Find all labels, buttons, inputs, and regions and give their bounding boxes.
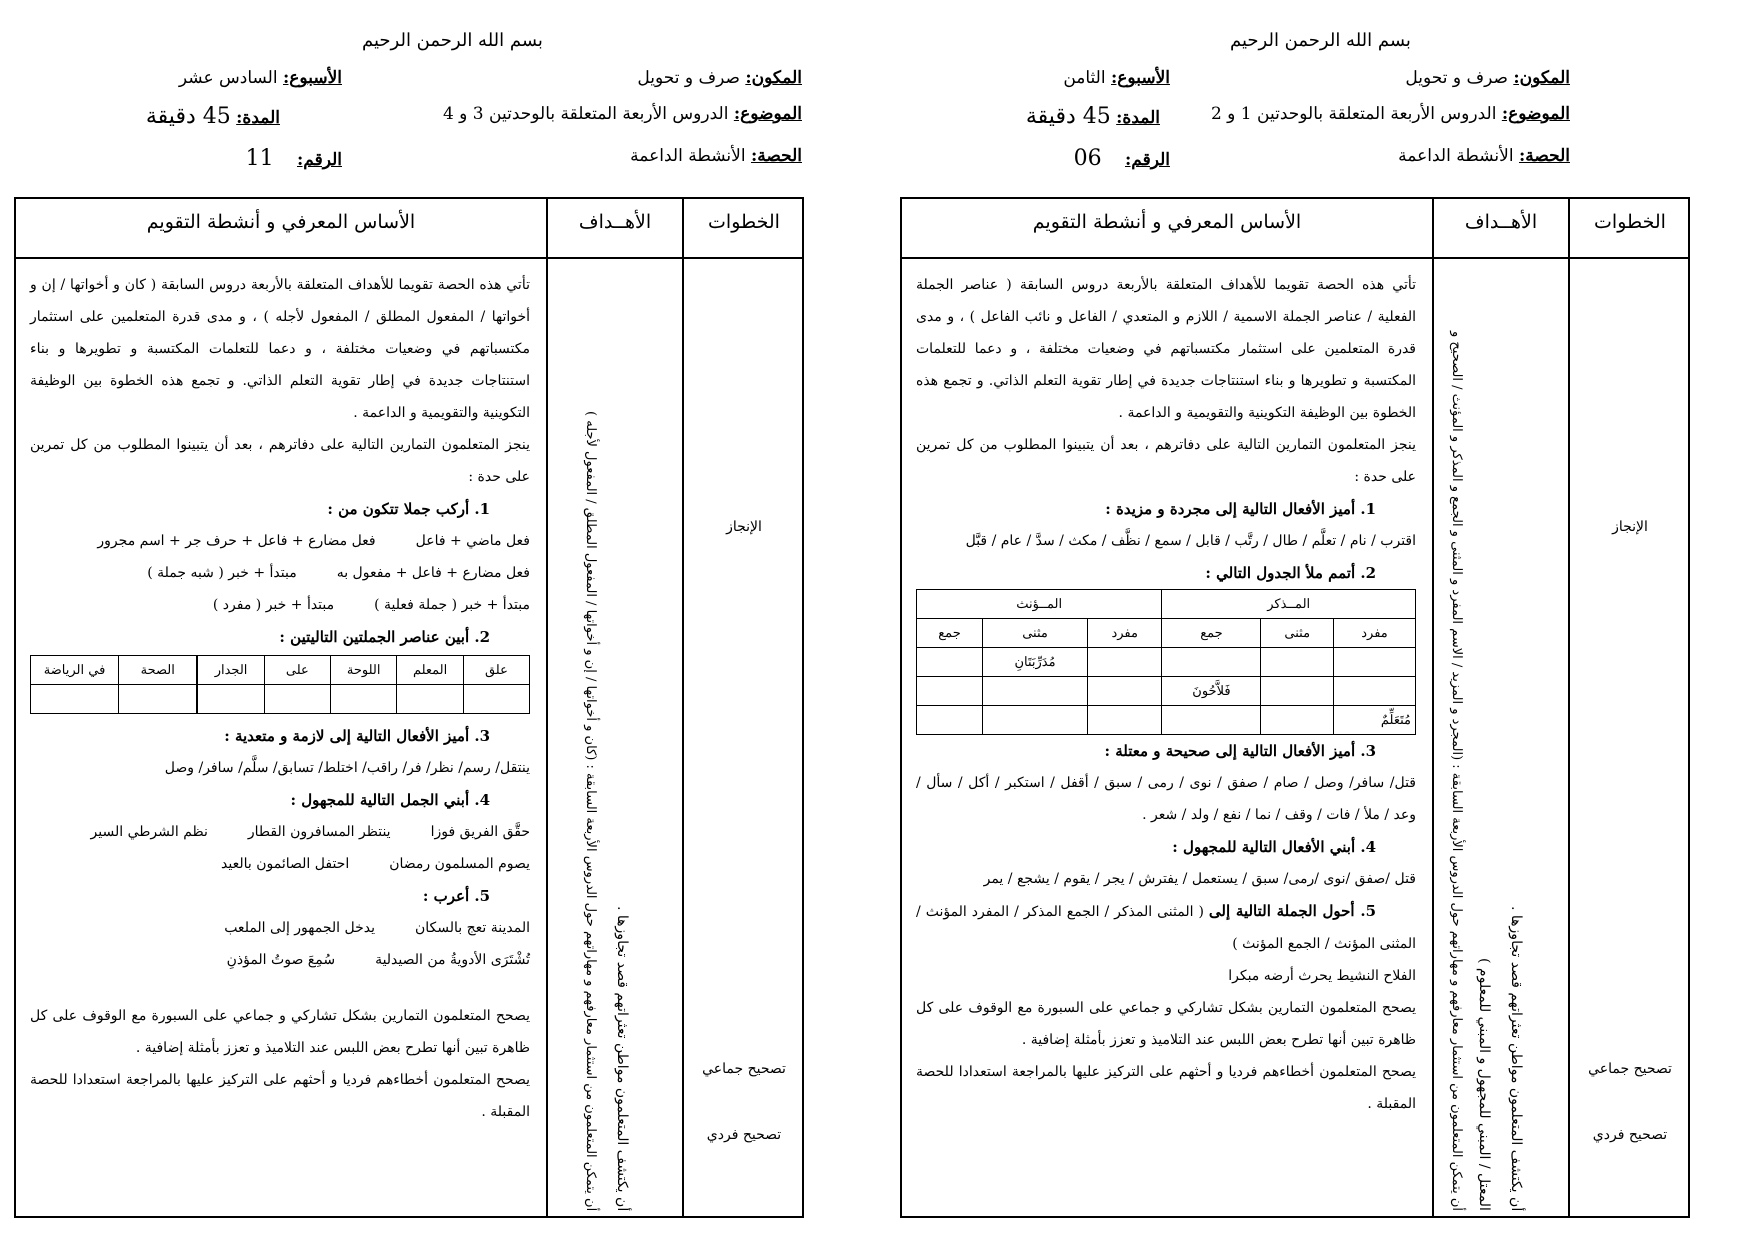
exercise-5-title: 5. أعرب :	[422, 887, 490, 905]
exercise-1-row: مبتدأ + خبر ( جملة فعلية ) مبتدأ + خبر ( مفرد )	[212, 597, 530, 613]
step-group-correction: تصحيح جماعي	[1588, 1061, 1672, 1077]
table-col-singular: مفرد	[1088, 619, 1162, 648]
week-field: الأسبوع: السادس عشر	[178, 68, 342, 88]
exercise-5	[916, 895, 1416, 960]
header-content: الأساس المعرفي و أنشطة التقويم	[1032, 211, 1302, 233]
basmala: بسم الله الرحمن الرحيم	[1230, 30, 1411, 51]
number-field: الرقم: 11	[245, 146, 342, 171]
lesson-table	[900, 197, 1690, 1218]
exercise-4-title: 4. أبني الأفعال التالية للمجهول :	[1172, 838, 1376, 856]
step-achievement: الإنجاز	[1612, 519, 1648, 535]
lesson-table	[14, 197, 804, 1218]
table-col-plural: جمع	[1162, 619, 1261, 648]
intro-paragraph: تأتي هذه الحصة تقويما للأهداف المتعلقة بالأربعة دروس السابقة ( عناصر الجملة الفعلية / عناصر الجملة الاسمية / اللازم و المتعدي / الفاعل و نائب الفاعل ) ، و مدى قدرة المتعلمين على استثمار مكتسباتهم في وضعيات مختلفة ، و دعما للتعلمات المكتسبة و تطويرها و بناء استنتاجات جديدة في إطار تقوية التعلم الذاتي. و تجمع هذه الخطوة بين الوظيفة التكوينية والتقويمية و الداعمة .	[916, 277, 1416, 421]
word-cell: علق	[463, 656, 529, 685]
table-cell: مُتَعَلِّمٌ	[1334, 706, 1416, 735]
exercise-5-row: تُشْتَرَى الأدويةُ من الصيدلية سُمِعَ صوتُ المؤذنِ	[226, 952, 530, 968]
step-individual-correction: تصحيح فردي	[706, 1127, 782, 1143]
content-column	[30, 269, 530, 1128]
exercise-2-title: 2. أبين عناصر الجملتين التاليتين :	[279, 628, 490, 646]
content-column	[916, 269, 1416, 1120]
component-field: المكون: صرف و تحويل	[1405, 68, 1570, 88]
exercise-4-title: 4. أبني الجمل التالية للمجهول :	[290, 791, 490, 809]
component-field: المكون: صرف و تحويل	[637, 68, 802, 88]
intro-paragraph: تأتي هذه الحصة تقويما للأهداف المتعلقة بالأربعة دروس السابقة ( كان و أخواتها / إن و أخواتها / المفعول المطلق / المفعول لأجله ) ، و مدى قدرة المتعلمين على استثمار مكتسباتهم في وضعيات مختلفة ، و دعما للتعلمات المكتسبة و تطويرها و بناء استنتاجات جديدة في إطار تقوية التعلم الذاتي. و تجمع هذه الخطوة بين الوظيفة التكوينية والتقويمية و الداعمة .	[30, 277, 530, 421]
table-cell: مُدَرِّبَتَانِ	[983, 648, 1088, 677]
table-col-dual: مثنى	[1261, 619, 1334, 648]
exercise-5-options: ( المثنى المذكر / الجمع المذكر / المفرد المؤنث / المثنى المؤنث / الجمع المؤنث )	[916, 904, 1416, 952]
sentence-1-table	[197, 655, 530, 714]
header-content: الأساس المعرفي و أنشطة التقويم	[146, 211, 416, 233]
exercise-3-words: ينتقل/ رسم/ نظر/ فر/ راقب/ اختلط/ تسابق/ سلَّم/ سافر/ وصل	[164, 760, 530, 776]
exercise-3-title: 3. أميز الأفعال التالية إلى لازمة و متعدية :	[224, 727, 490, 745]
header-steps: الخطوات	[1594, 211, 1666, 233]
header-goals: الأهــداف	[578, 211, 652, 233]
exercise-4-row: حقَّق الفريق فوزا ينتظر المسافرون القطار نظم الشرطي السير	[90, 824, 530, 840]
topic-field: الموضوع: الدروس الأربعة المتعلقة بالوحدتين 3 و 4	[442, 104, 802, 124]
topic-field: الموضوع: الدروس الأربعة المتعلقة بالوحدتين 1 و 2	[1210, 104, 1570, 124]
step-achievement: الإنجاز	[726, 519, 762, 535]
exercise-1-row: فعل ماضي + فاعل فعل مضارع + فاعل + حرف جر + اسم مجرور	[97, 533, 530, 549]
goals-text: أن يكتشف المتعلمون مواطن تعثراتهم قصد تجاوزها . أن يتمكن المتعلمون من استثمار معارفهم و مهاراتهم حول الدروس الأربعة السابقة : (كان و أخواتها / إن و أخواتها / المفعول المطلق / المفعول لأجله )	[583, 410, 630, 1211]
word-cell: على	[264, 656, 330, 685]
exercise-5-title: 5. أحول الجملة التالية إلى	[1208, 902, 1376, 920]
table-feminine-header: المــؤنث	[917, 590, 1162, 619]
right-sheet	[900, 0, 1700, 1240]
instruction-paragraph: ينجز المتعلمون التمارين التالية على دفاترهم ، بعد أن يتبينوا المطلوب من كل تمرين على حدة :	[916, 437, 1416, 485]
individual-correction-text: يصحح المتعلمون أخطاءهم فرديا و أحثهم على التركيز عليها بالمراجعة استعدادا للحصة المقبلة .	[30, 1072, 530, 1120]
table-col-singular: مفرد	[1334, 619, 1416, 648]
exercise-2-title: 2. أتمم ملأ الجدول التالي :	[1205, 564, 1376, 582]
exercise-5-row: المدينة تعج بالسكان يدخل الجمهور إلى الملعب	[224, 920, 530, 936]
sentence-boxes	[30, 655, 530, 714]
exercise-1-words: اقترب / نام / تعلَّم / طال / رتَّب / قابل / سمع / نظَّف / مكث / سدَّ / عام / قبَّل	[965, 533, 1416, 549]
duration-field: المدة: 45 دقيقة	[145, 104, 280, 129]
group-correction-text: يصحح المتعلمون التمارين بشكل تشاركي و جماعي على السبورة مع الوقوف على كل ظاهرة تبين أنها تطرح بعض اللبس عند التلاميذ و تعزز بأمثلة إضافية .	[30, 1008, 530, 1056]
exercise-1-row: فعل مضارع + فاعل + مفعول به مبتدأ + خبر ( شبه جملة )	[147, 565, 530, 581]
table-col-plural: جمع	[917, 619, 983, 648]
header-steps: الخطوات	[708, 211, 780, 233]
header-goals: الأهــداف	[1464, 211, 1538, 233]
session-field: الحصة: الأنشطة الداعمة	[1398, 146, 1570, 166]
left-sheet	[12, 0, 812, 1240]
word-cell: في الرياضة	[31, 656, 119, 685]
session-field: الحصة: الأنشطة الداعمة	[630, 146, 802, 166]
table-cell: فَلاَّحُونَ	[1162, 677, 1261, 706]
exercise-1-title: 1. أميز الأفعال التالية إلى مجردة و مزيدة :	[1105, 500, 1376, 518]
goals-text: أن يكتشف المتعلمون مواطن تعثراتهم قصد تجاوزها . المعتل / المبني للمجهول و المبني للمعلوم ) أن يتمكن المتعلمون من استثمار معارفهم و مهاراتهم حول الدروس الأربعة السابقة : (المجرد و المزيد / الاسم المفرد و المثنى و الجمع و المذكر و المؤنث / الصحيح و	[1449, 330, 1524, 1211]
duration-field: المدة: 45 دقيقة	[1025, 104, 1160, 129]
instruction-paragraph: ينجز المتعلمون التمارين التالية على دفاترهم ، بعد أن يتبينوا المطلوب من كل تمرين على حدة :	[30, 437, 530, 485]
exercise-3-title: 3. أميز الأفعال التالية إلى صحيحة و معتلة :	[1104, 742, 1376, 760]
step-group-correction: تصحيح جماعي	[702, 1061, 786, 1077]
exercise-4-words: قتل /صفق /نوى /رمى/ سبق / يستعمل / يفترش / يجر / يقوم / يشجع / يمر	[983, 871, 1416, 887]
word-cell: الصحة	[119, 656, 197, 685]
sentence-2-table	[30, 655, 197, 714]
word-cell: المعلم	[397, 656, 463, 685]
word-cell: الجدار	[198, 656, 264, 685]
exercise-3-words: قتل/ سافر/ وصل / صام / صفق / نوى / رمى / سبق / أقفل / استكبر / أكل / سأل / وعد / ملأ / فات / وقف / نما / نفع / ولد / شعر .	[916, 775, 1416, 823]
step-individual-correction: تصحيح فردي	[1592, 1127, 1668, 1143]
number-field: الرقم: 06	[1073, 146, 1170, 171]
basmala: بسم الله الرحمن الرحيم	[362, 30, 543, 51]
word-cell: اللوحة	[330, 656, 396, 685]
group-correction-text: يصحح المتعلمون التمارين بشكل تشاركي و جماعي على السبورة مع الوقوف على كل ظاهرة تبين أنها تطرح بعض اللبس عند التلاميذ و تعزز بأمثلة إضافية .	[916, 1000, 1416, 1048]
table-masculine-header: المــذكر	[1162, 590, 1416, 619]
exercise-1-title: 1. أركب جملا تتكون من :	[327, 500, 490, 518]
week-field: الأسبوع: الثامن	[1063, 68, 1170, 88]
individual-correction-text: يصحح المتعلمون أخطاءهم فرديا و أحثهم على التركيز عليها بالمراجعة استعدادا للحصة المقبلة .	[916, 1064, 1416, 1112]
exercise-4-row: يصوم المسلمون رمضان احتفل الصائمون بالعيد	[221, 856, 530, 872]
gender-number-table	[916, 589, 1416, 735]
table-col-dual: مثنى	[983, 619, 1088, 648]
exercise-5-sentence: الفلاح النشيط يحرث أرضه مبكرا	[1228, 968, 1416, 984]
